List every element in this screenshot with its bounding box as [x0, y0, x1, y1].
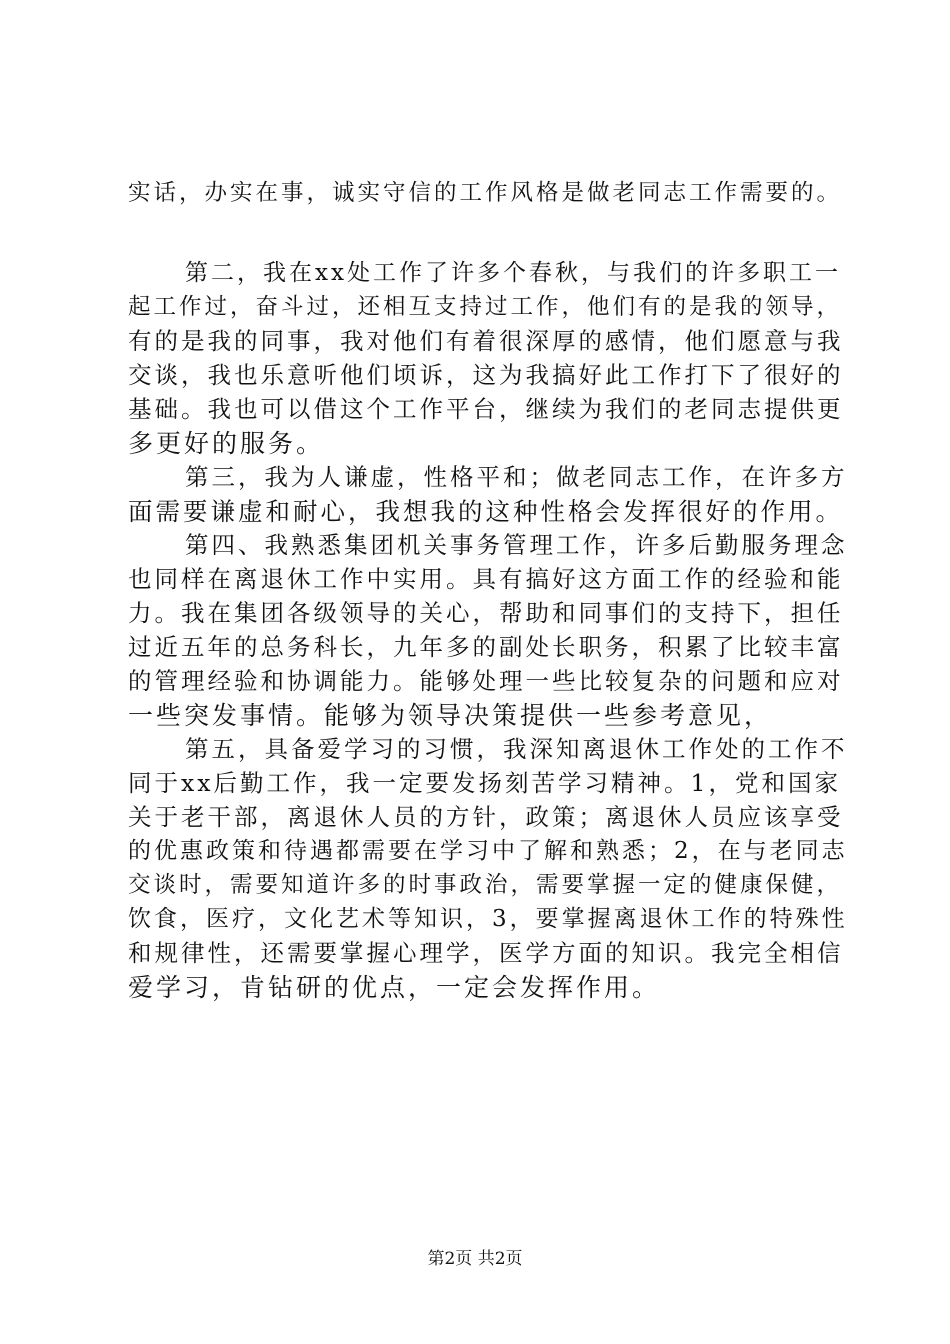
- text-line: 实话，办实在事，诚实守信的工作风格是做老同志工作需要的。: [128, 180, 843, 206]
- text-line: 也同样在离退休工作中实用。具有搞好这方面工作的经验和能: [128, 565, 844, 593]
- text-line: 面需要谦虚和耐心，我想我的这种性格会发挥很好的作用。: [128, 497, 843, 526]
- text-line: 爱学习，肯钻研的优点，一定会发挥作用。: [128, 973, 661, 1002]
- text-line: 饮食，医疗，文化艺术等知识，3，要掌握离退休工作的特殊性: [128, 906, 848, 932]
- text-line: 多更好的服务。: [128, 429, 325, 458]
- text-line: 第四、我熟悉集团机关事务管理工作，许多后勤服务理念: [185, 531, 848, 559]
- text-line: 力。我在集团各级领导的关心，帮助和同事们的支持下，担任: [128, 599, 844, 627]
- text-line: 的管理经验和协调能力。能够处理一些比较复杂的问题和应对: [128, 667, 844, 695]
- text-line: 交谈时，需要知道许多的时事政治，需要掌握一定的健康保健，: [128, 872, 843, 898]
- page-number-footer: 第2页 共2页: [427, 1249, 523, 1269]
- text-line: 一些突发事情。能够为领导决策提供一些参考意见，: [128, 701, 773, 730]
- text-line: 第三，我为人谦虚，性格平和；做老同志工作，在许多方: [185, 463, 848, 491]
- text-line: 和规律性，还需要掌握心理学，医学方面的知识。我完全相信: [128, 939, 844, 967]
- text-line: 第五，具备爱学习的习惯，我深知离退休工作处的工作不: [185, 735, 848, 763]
- text-line: 同于xx后勤工作，我一定要发扬刻苦学习精神。1，党和国家: [128, 769, 841, 797]
- text-line: 过近五年的总务科长，九年多的副处长职务，积累了比较丰富: [128, 633, 844, 661]
- text-line: 的优惠政策和待遇都需要在学习中了解和熟悉；2，在与老同志: [128, 838, 848, 864]
- text-line: 起工作过，奋斗过，还相互支持过工作，他们有的是我的领导，: [128, 294, 843, 320]
- text-line: 关于老干部，离退休人员的方针，政策；离退休人员应该享受: [128, 803, 844, 831]
- text-line: 交谈，我也乐意听他们顷诉，这为我搞好此工作打下了很好的: [128, 361, 844, 389]
- text-line: 有的是我的同事，我对他们有着很深厚的感情，他们愿意与我: [128, 327, 844, 355]
- text-line: 基础。我也可以借这个工作平台，继续为我们的老同志提供更: [128, 395, 844, 423]
- text-line: 第二，我在xx处工作了许多个春秋，与我们的许多职工一: [185, 260, 841, 286]
